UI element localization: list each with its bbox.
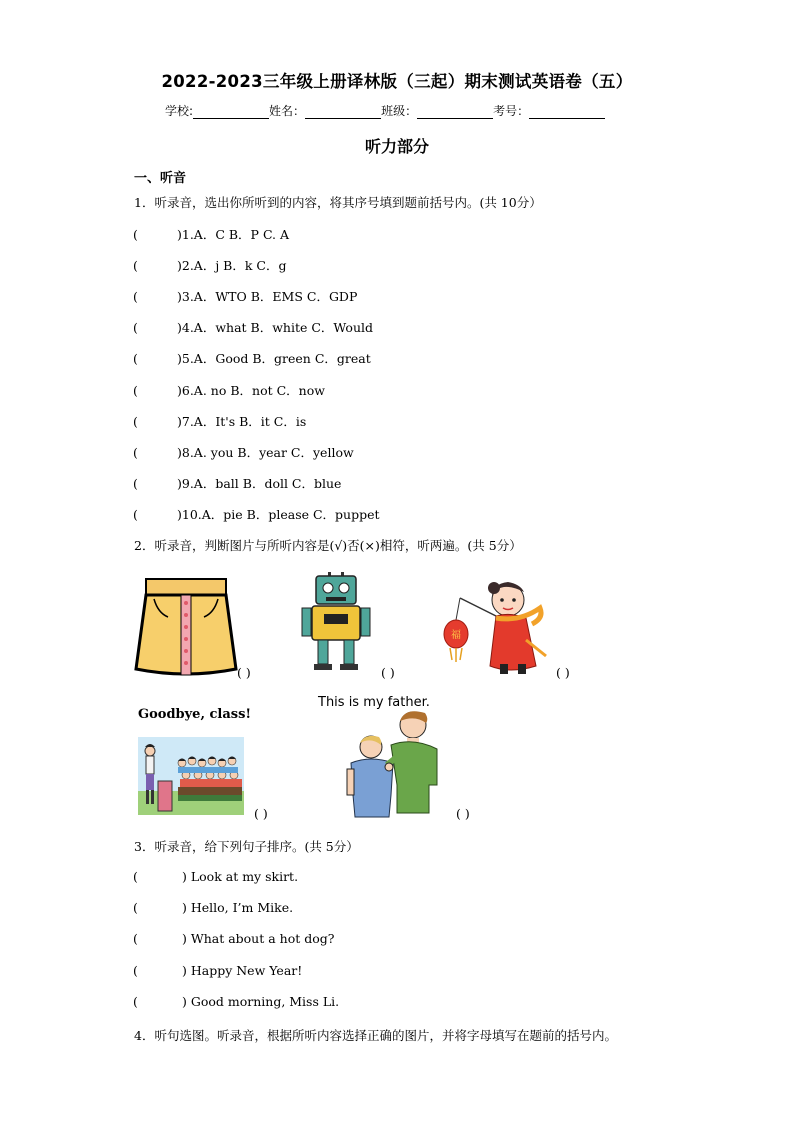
q3-item-text: ) Good morning, Miss Li. <box>182 993 340 1009</box>
q1-item-text: )7.A．It's B．it C．is <box>177 413 307 429</box>
student-info-line <box>165 102 605 119</box>
page-title: 2022-2023三年级上册译林版（三起）期末测试英语卷（五） <box>161 72 633 91</box>
answer-blank[interactable]: ( ) <box>556 665 570 680</box>
q3-item <box>133 963 302 978</box>
q1-item-text: )4.A．what B．white C．Would <box>177 320 373 336</box>
q1-item-text: )3.A．WTO B．EMS C．GDP <box>177 289 358 305</box>
answer-blank[interactable]: ( ) <box>254 806 268 821</box>
answer-paren[interactable]: ( <box>133 869 138 884</box>
class-label: 班级： <box>381 104 418 118</box>
q1-item-text: )10.A．pie B．please C．puppet <box>177 506 380 522</box>
q1-item-text: )6.A. no B．not C．now <box>177 382 325 398</box>
answer-blank[interactable]: ( ) <box>237 665 251 680</box>
robot-picture <box>302 572 370 672</box>
q1-instruction: 1．听录音，选出你所听到的内容，将其序号填到题前括号内。(共 10分） <box>134 195 542 210</box>
answer-paren[interactable]: ( <box>133 382 138 398</box>
svg-text:福: 福 <box>451 630 461 641</box>
school-field[interactable] <box>193 104 269 119</box>
q3-item <box>133 931 334 946</box>
number-field[interactable] <box>529 104 605 119</box>
q3-item <box>133 900 293 915</box>
q1-item <box>133 225 289 243</box>
skirt-picture <box>134 577 238 677</box>
answer-paren[interactable]: ( <box>133 351 138 367</box>
q4-instruction: 4．听句选图。听录音，根据所听内容选择正确的图片，并将字母填写在题前的括号内。 <box>134 1028 617 1043</box>
part-title: 听力部分 <box>364 137 429 156</box>
q1-item <box>133 412 306 430</box>
goodbye-caption: Goodbye, class! <box>138 707 252 722</box>
father-caption: This is my father. <box>318 695 430 710</box>
q1-item-text: )5.A．Good B．green C．great <box>177 351 371 367</box>
q3-item-text: ) Look at my skirt. <box>182 869 299 884</box>
answer-paren[interactable]: ( <box>133 475 138 491</box>
q1-item-text: )1.A．C B．P C. A <box>177 227 290 242</box>
answer-paren[interactable]: ( <box>133 320 138 336</box>
answer-paren[interactable]: ( <box>133 931 138 947</box>
number-label: 考号： <box>493 104 530 118</box>
father-son-picture <box>345 705 441 817</box>
q1-item <box>133 505 380 523</box>
q1-item-text: )2.A．j B．k C．g <box>177 258 287 274</box>
new-year-girl-picture <box>440 578 552 678</box>
school-label: 学校: <box>165 104 194 118</box>
answer-blank[interactable]: ( ) <box>456 806 470 821</box>
name-field[interactable] <box>305 104 381 119</box>
q1-item <box>133 287 357 305</box>
q1-item <box>133 474 341 492</box>
q3-item-text: ) Happy New Year! <box>182 962 303 978</box>
q1-item <box>133 318 373 336</box>
answer-paren[interactable]: ( <box>133 993 138 1009</box>
q3-item-text: ) What about a hot dog? <box>182 931 335 947</box>
answer-blank[interactable]: ( ) <box>381 665 395 680</box>
q3-item-text: ) Hello, I’m Mike. <box>182 900 294 916</box>
q1-item <box>133 349 371 367</box>
answer-paren[interactable]: ( <box>133 289 138 305</box>
q3-instruction: 3．听录音，给下列句子排序。(共 5分） <box>134 839 359 854</box>
name-label: 姓名： <box>269 104 306 118</box>
section-heading: 一、听音 <box>134 171 187 186</box>
answer-paren[interactable]: ( <box>133 227 138 242</box>
q1-item <box>133 443 354 461</box>
answer-paren[interactable]: ( <box>133 413 138 429</box>
q1-item <box>133 256 286 274</box>
answer-paren[interactable]: ( <box>133 258 138 274</box>
answer-paren[interactable]: ( <box>133 962 138 978</box>
answer-paren[interactable]: ( <box>133 506 138 522</box>
class-field[interactable] <box>417 104 493 119</box>
q3-item <box>133 869 298 884</box>
q2-instruction: 2．听录音，判断图片与所听内容是(√)否(×)相符，听两遍。(共 5分） <box>134 538 522 553</box>
q1-item-text: )9.A．ball B．doll C．blue <box>177 475 342 491</box>
answer-paren[interactable]: ( <box>133 444 138 460</box>
q1-item <box>133 381 325 399</box>
answer-paren[interactable]: ( <box>133 900 138 916</box>
q1-item-text: )8.A. you B．year C．yellow <box>177 444 354 460</box>
q3-item <box>133 994 339 1009</box>
classroom-picture <box>138 737 244 815</box>
